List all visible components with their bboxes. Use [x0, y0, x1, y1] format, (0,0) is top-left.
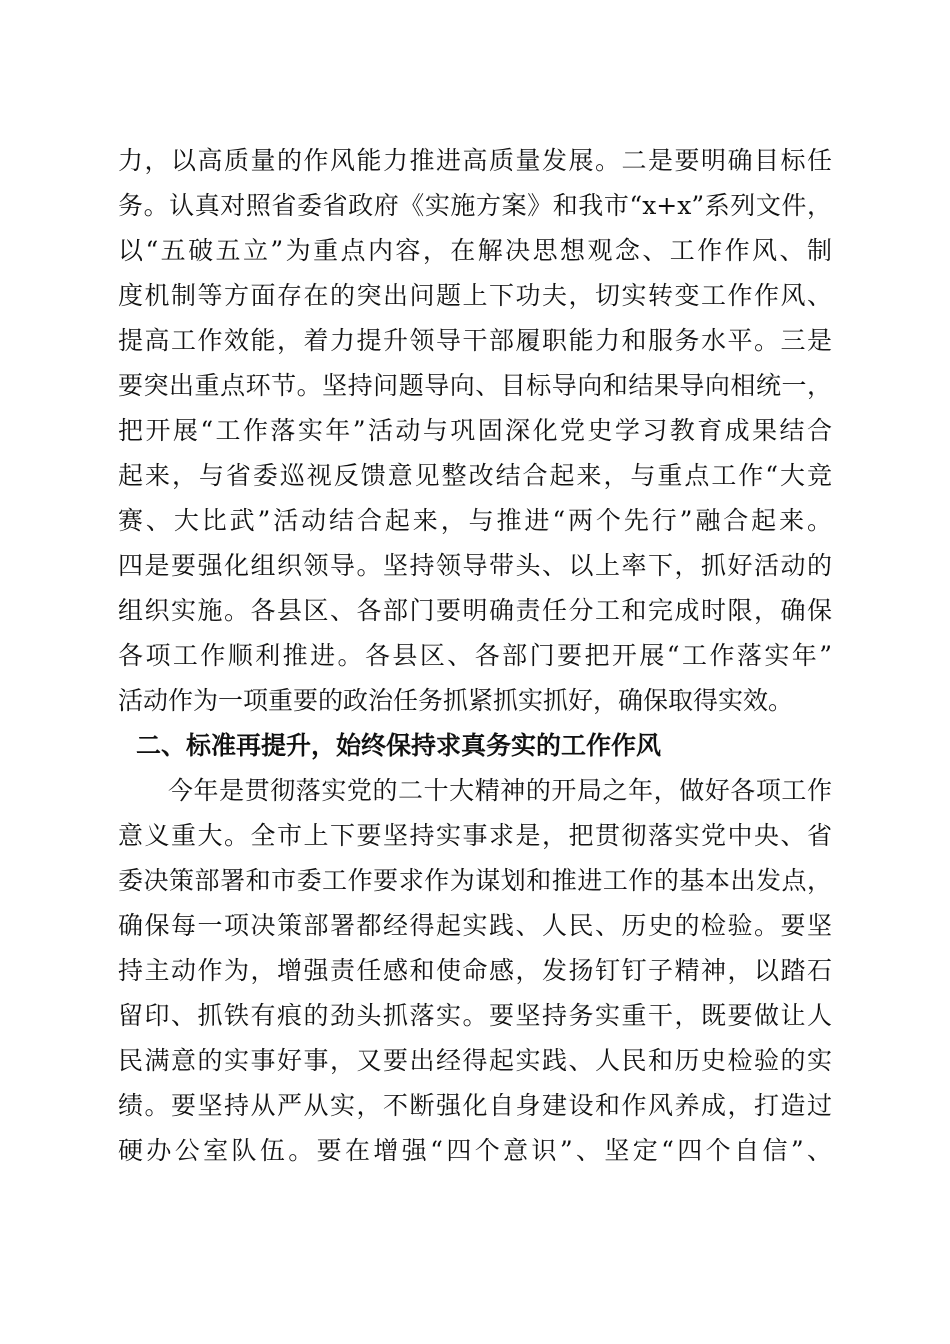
text-line: 硬办公室队伍。要在增强“四个意识”、坚定“四个自信”、: [118, 1136, 832, 1165]
text-line: 赛、大比武”活动结合起来，与推进“两个先行”融合起来。: [118, 506, 832, 535]
text-line: 以“五破五立”为重点内容，在解决思想观念、工作作风、制: [118, 236, 832, 265]
text-line: 起来，与省委巡视反馈意见整改结合起来，与重点工作“大竞: [118, 461, 832, 490]
paragraph-section-2: [118, 768, 832, 1173]
text-line: 各项工作顺利推进。各县区、各部门要把开展“工作落实年”: [118, 641, 832, 670]
text-line: 委决策部署和市委工作要求作为谋划和推进工作的基本出发点，: [118, 866, 832, 895]
text-line: 务。认真对照省委省政府《实施方案》和我市“x+x”系列文件，: [118, 191, 832, 220]
text-line: 四是要强化组织领导。坚持领导带头、以上率下，抓好活动的: [118, 551, 832, 580]
text-line: 今年是贯彻落实党的二十大精神的开局之年，做好各项工作: [168, 776, 832, 805]
text-line: 民满意的实事好事，又要出经得起实践、人民和历史检验的实: [118, 1046, 832, 1075]
section-heading: 二、标准再提升，始终保持求真务实的工作作风: [136, 731, 662, 760]
document-body: [118, 138, 832, 1173]
text-line: 绩。要坚持从严从实，不断强化自身建设和作风养成，打造过: [118, 1091, 832, 1120]
text-line: 提高工作效能，着力提升领导干部履职能力和服务水平。三是: [118, 326, 832, 355]
text-line: 力，以高质量的作风能力推进高质量发展。二是要明确目标任: [118, 146, 832, 175]
text-line: 留印、抓铁有痕的劲头抓落实。要坚持务实重干，既要做让人: [118, 1001, 832, 1030]
text-line: 确保每一项决策部署都经得起实践、人民、历史的检验。要坚: [118, 911, 832, 940]
text-line: 度机制等方面存在的突出问题上下功夫，切实转变工作作风、: [118, 281, 832, 310]
text-line: 持主动作为，增强责任感和使命感，发扬钉钉子精神，以踏石: [118, 956, 832, 985]
text-line: 要突出重点环节。坚持问题导向、目标导向和结果导向相统一，: [118, 371, 832, 400]
text-line: 意义重大。全市上下要坚持实事求是，把贯彻落实党中央、省: [118, 821, 832, 850]
text-line: 把开展“工作落实年”活动与巩固深化党史学习教育成果结合: [118, 416, 832, 445]
text-line: 组织实施。各县区、各部门要明确责任分工和完成时限，确保: [118, 596, 832, 625]
text-line: 活动作为一项重要的政治任务抓紧抓实抓好，确保取得实效。: [118, 686, 794, 715]
paragraph-continuation: [118, 138, 832, 723]
